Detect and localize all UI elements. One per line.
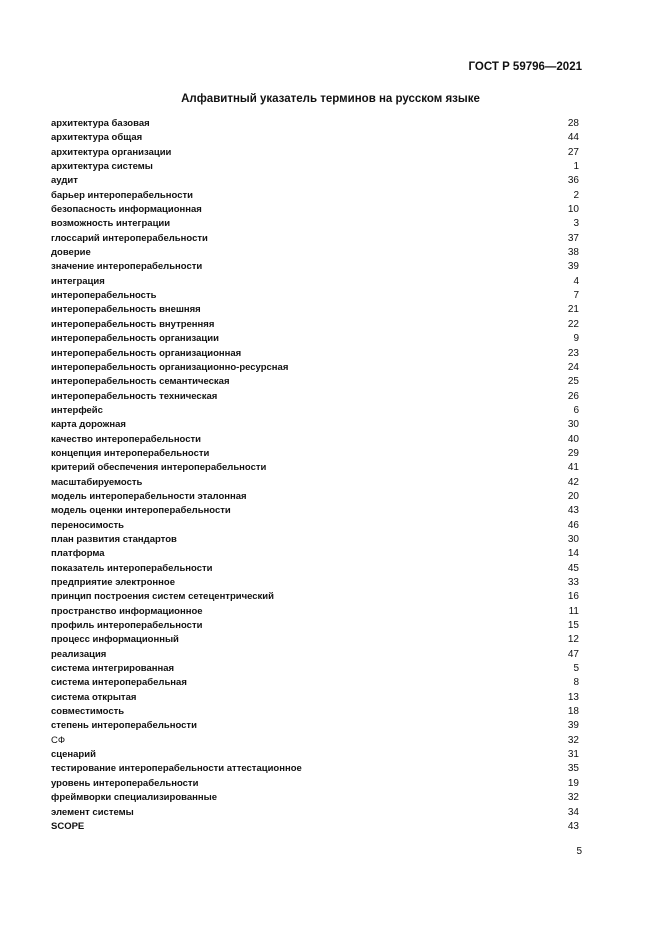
index-term-number: 19 — [567, 777, 579, 789]
index-term: глоссарий интероперабельности — [51, 232, 208, 244]
index-entry — [51, 189, 579, 203]
index-term-number: 23 — [567, 347, 579, 359]
index-term: архитектура организации — [51, 146, 172, 158]
index-term-number: 5 — [573, 663, 579, 675]
index-entry — [51, 146, 579, 160]
index-term: фреймворки специализированные — [51, 792, 218, 804]
index-term: реализация — [51, 648, 107, 660]
index-entry — [51, 361, 579, 375]
index-term-number: 25 — [567, 376, 579, 388]
index-term: платформа — [51, 548, 105, 560]
index-term: система интегрированная — [51, 663, 175, 675]
index-entry — [51, 476, 579, 490]
index-term: совместимость — [51, 706, 125, 718]
index-term: архитектура общая — [51, 132, 143, 144]
index-entry — [51, 806, 579, 820]
index-term-number: 6 — [573, 404, 579, 416]
index-entry — [51, 762, 579, 776]
index-term-number: 36 — [567, 175, 579, 187]
index-term: интероперабельность семантическая — [51, 376, 230, 388]
index-entry — [51, 748, 579, 762]
index-term: предприятие электронное — [51, 577, 175, 588]
index-term-number: 2 — [573, 189, 579, 201]
index-entry — [51, 719, 579, 733]
index-term-number: 3 — [573, 218, 579, 230]
index-entry — [51, 590, 579, 604]
index-entry — [51, 547, 579, 561]
index-term-number: 42 — [567, 476, 579, 488]
index-term-number: 33 — [567, 577, 579, 588]
index-term-number: 43 — [567, 505, 579, 517]
index-term: модель оценки интероперабельности — [51, 505, 231, 517]
index-term-number: 12 — [567, 634, 579, 646]
index-term: карта дорожная — [51, 419, 126, 431]
index-term: интероперабельность — [51, 290, 157, 302]
index-term: барьер интероперабельности — [51, 189, 193, 201]
index-term-number: 4 — [573, 275, 579, 287]
index-term: уровень интероперабельности — [51, 777, 199, 789]
term-index-list — [51, 117, 579, 834]
index-term-number: 32 — [567, 792, 579, 804]
index-entry — [51, 633, 579, 647]
index-term: интероперабельность организации — [51, 333, 219, 345]
index-entry — [51, 648, 579, 662]
index-term-number: 32 — [567, 734, 579, 746]
index-term-number: 8 — [573, 677, 579, 689]
index-term: процесс информационный — [51, 634, 179, 646]
index-entry — [51, 203, 579, 217]
index-term-number: 40 — [567, 433, 579, 445]
index-entry — [51, 275, 579, 289]
index-term: значение интероперабельности — [51, 261, 203, 273]
index-term-number: 1 — [573, 161, 579, 173]
index-term-number: 35 — [567, 763, 579, 775]
index-term-number: 43 — [567, 820, 579, 832]
index-term-number: 22 — [567, 318, 579, 330]
index-entry — [51, 418, 579, 432]
index-term-number: 30 — [567, 533, 579, 545]
document-standard-header: ГОСТ Р 59796—2021 — [468, 61, 582, 73]
index-term-number: 10 — [567, 204, 579, 216]
index-term-number: 37 — [567, 232, 579, 244]
index-term-number: 46 — [567, 519, 579, 531]
index-entry — [51, 246, 579, 260]
index-entry — [51, 820, 579, 834]
index-term-number: 20 — [567, 490, 579, 502]
index-term: качество интероперабельности — [51, 433, 202, 445]
index-entry — [51, 705, 579, 719]
index-term-number: 29 — [567, 447, 579, 459]
index-term-number: 38 — [567, 247, 579, 259]
index-term: возможность интеграции — [51, 218, 171, 230]
index-term-number: 39 — [567, 720, 579, 732]
index-entry — [51, 519, 579, 533]
index-entry — [51, 117, 579, 131]
index-term-number: 24 — [567, 361, 579, 373]
index-term: переносимость — [51, 519, 125, 531]
index-entry — [51, 433, 579, 447]
index-term: степень интероперабельности — [51, 720, 197, 732]
index-entry — [51, 347, 579, 361]
index-title: Алфавитный указатель терминов на русском языке — [181, 93, 480, 105]
index-term: пространство информационное — [51, 605, 203, 617]
index-entry — [51, 375, 579, 389]
index-term-number: 21 — [567, 304, 579, 316]
index-term-number: 18 — [567, 706, 579, 718]
index-entry — [51, 131, 579, 145]
index-term: архитектура системы — [51, 161, 153, 173]
index-term: интероперабельность организационно-ресурсная — [51, 361, 289, 373]
index-entry — [51, 303, 579, 317]
index-term: аудит — [51, 175, 78, 187]
index-entry — [51, 676, 579, 690]
index-entry — [51, 160, 579, 174]
page-number: 5 — [576, 846, 582, 857]
index-term-number: 13 — [567, 691, 579, 703]
index-term: интероперабельность техническая — [51, 390, 218, 402]
index-term: архитектура базовая — [51, 118, 150, 129]
index-term: СФ — [51, 734, 66, 746]
index-entry — [51, 332, 579, 346]
index-term-number: 41 — [567, 462, 579, 474]
index-term-number: 7 — [573, 290, 579, 302]
index-term-number: 39 — [567, 261, 579, 273]
index-entry — [51, 533, 579, 547]
index-entry — [51, 504, 579, 518]
index-term: интероперабельность внутренняя — [51, 318, 215, 330]
index-term-number: 16 — [567, 591, 579, 603]
index-term: тестирование интероперабельности аттестационное — [51, 763, 302, 775]
index-term: критерий обеспечения интероперабельности — [51, 462, 267, 474]
index-term: SCOPE — [51, 820, 85, 832]
index-term: принцип построения систем сетецентрический — [51, 591, 274, 603]
index-entry — [51, 562, 579, 576]
index-term: сценарий — [51, 749, 96, 761]
index-term-number: 9 — [573, 333, 579, 345]
index-entry — [51, 490, 579, 504]
index-term: интерфейс — [51, 404, 103, 416]
index-term-number: 11 — [568, 605, 579, 617]
index-entry — [51, 289, 579, 303]
index-term-number: 28 — [567, 118, 579, 129]
index-term: система открытая — [51, 691, 137, 703]
index-term-number: 15 — [567, 620, 579, 632]
index-entry — [51, 217, 579, 231]
index-term: доверие — [51, 247, 91, 259]
index-term-number: 45 — [567, 562, 579, 574]
index-entry — [51, 734, 579, 748]
index-entry — [51, 318, 579, 332]
index-term: план развития стандартов — [51, 533, 177, 545]
index-entry — [51, 619, 579, 633]
index-term-number: 47 — [567, 648, 579, 660]
index-term: интероперабельность организационная — [51, 347, 242, 359]
index-term: показатель интероперабельности — [51, 562, 213, 574]
index-term-number: 27 — [567, 146, 579, 158]
index-entry — [51, 174, 579, 188]
index-term-number: 34 — [567, 806, 579, 818]
index-term: элемент системы — [51, 806, 134, 818]
index-entry — [51, 691, 579, 705]
index-entry — [51, 662, 579, 676]
index-entry — [51, 576, 579, 590]
index-term: масштабируемость — [51, 476, 143, 488]
index-term: концепция интероперабельности — [51, 447, 210, 459]
index-term-number: 30 — [567, 419, 579, 431]
index-entry — [51, 447, 579, 461]
index-term-number: 44 — [567, 132, 579, 144]
index-entry — [51, 777, 579, 791]
index-entry — [51, 390, 579, 404]
index-term: интеграция — [51, 275, 105, 287]
index-entry — [51, 260, 579, 274]
index-term: безопасность информационная — [51, 204, 202, 216]
index-entry — [51, 404, 579, 418]
index-term: профиль интероперабельности — [51, 620, 203, 632]
index-term: интероперабельность внешняя — [51, 304, 201, 316]
index-entry — [51, 232, 579, 246]
index-term: система интероперабельная — [51, 677, 187, 689]
index-entry — [51, 791, 579, 805]
index-entry — [51, 605, 579, 619]
index-term-number: 26 — [567, 390, 579, 402]
index-entry — [51, 461, 579, 475]
index-term: модель интероперабельности эталонная — [51, 490, 247, 502]
index-term-number: 31 — [567, 749, 579, 761]
index-term-number: 14 — [567, 548, 579, 560]
